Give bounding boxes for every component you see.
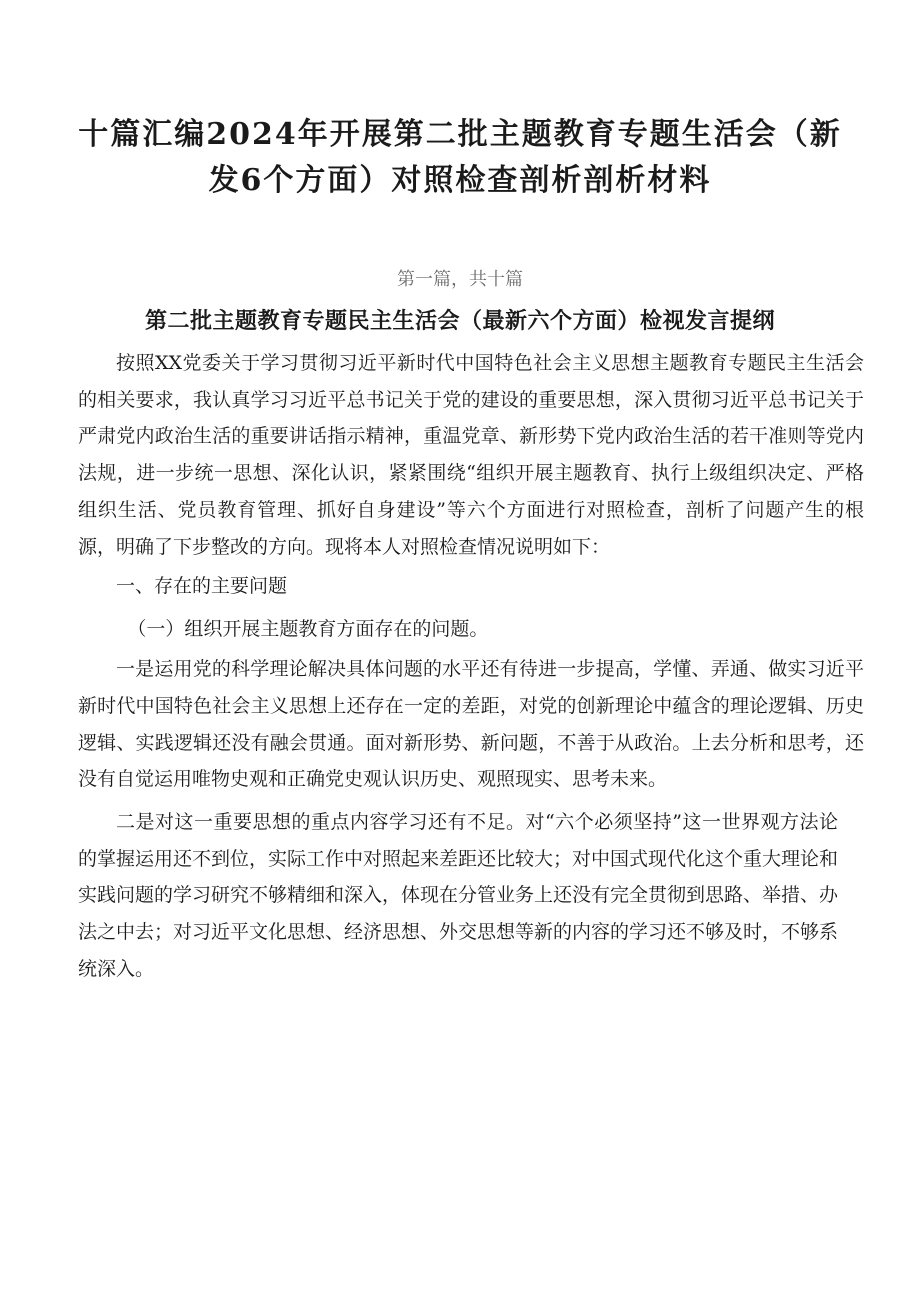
section-heading: 一、存在的主要问题 xyxy=(116,575,288,598)
section-label: 第一篇，共十篇 xyxy=(397,269,523,290)
speech-subtitle: 第二批主题教育专题民主生活会（最新六个方面）检视发言提纲 xyxy=(144,309,775,334)
intro-paragraph: 按照XX党委关于学习贯彻习近平新时代中国特色社会主义思想主题教育专题民主生活会的相关要求，我认真学习习近平总书记关于党的建设的重要思想，深入贯彻习近平总书记关于严肃党内政治生活的重要讲话指示精神，重温党章、新形势下党内政治生活的若干准则等党内法规，进一步统一思想、深化认识，紧紧围绕“组织开展主题教育、执行上级组织决定、严格组织生活、党员教育管理、抓好自身建设”等六个方面进行对照检查，剖析了问题产生的根源，明确了下步整改的方向。现将本人对照检查情况说明如下： xyxy=(78,352,864,558)
document-body xyxy=(78,345,864,988)
subsection-heading: （一）组织开展主题教育方面存在的问题。 xyxy=(127,618,489,641)
document-title: 十篇汇编2024年开展第二批主题教育专题生活会（新发6个方面）对照检查剖析剖析材料 xyxy=(78,117,842,198)
problem-paragraph-1: 一是运用党的科学理论解决具体问题的水平还有待进一步提高，学懂、弄通、做实习近平新时代中国特色社会主义思想上还存在一定的差距，对党的创新理论中蕴含的理论逻辑、历史逻辑、实践逻辑还没有融会贯通。面对新形势、新问题，不善于从政治。上去分析和思考，还没有自觉运用唯物史观和正确党史观认识历史、观照现实、思考未来。 xyxy=(78,658,864,791)
problem-paragraph-2: 二是对这一重要思想的重点内容学习还有不足。对“六个必须坚持”这一世界观方法论的掌握运用还不到位，实际工作中对照起来差距还比较大；对中国式现代化这个重大理论和实践问题的学习研究不够精细和深入，体现在分管业务上还没有完全贯彻到思路、举措、办法之中去；对习近平文化思想、经济思想、外交思想等新的内容的学习还不够及时，不够系统深入。 xyxy=(78,811,839,980)
